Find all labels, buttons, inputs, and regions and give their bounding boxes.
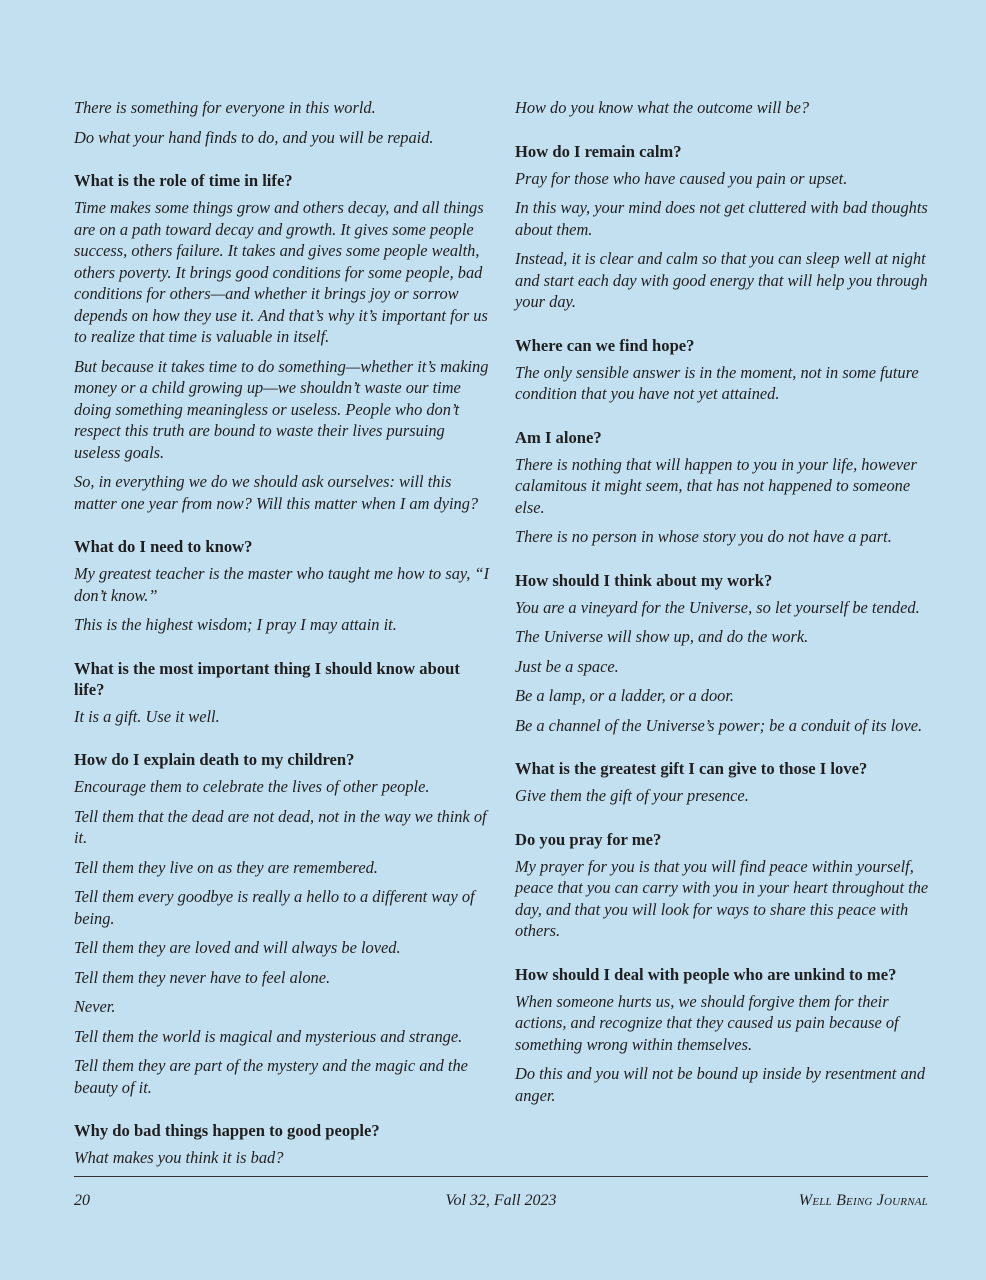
answer-paragraph: When someone hurts us, we should forgive them for their actions, and recognize that they caused us pain because of something wrong within themselves.: [515, 991, 899, 1054]
qa-section: [515, 427, 929, 548]
answer-paragraph: Do what your hand finds to do, and you will be repaid.: [74, 127, 434, 147]
qa-section: [515, 97, 929, 119]
answer-paragraph: Tell them every goodbye is really a hello to a different way of being.: [74, 887, 475, 928]
answer-paragraph: There is something for everyone in this world.: [74, 98, 376, 117]
qa-section: [515, 335, 929, 405]
qa-section: [515, 141, 929, 313]
qa-section: [515, 829, 929, 942]
answer-paragraph: The only sensible answer is in the moment, not in some future condition that you have not yet attained.: [515, 362, 919, 403]
answer-paragraph: How do you know what the outcome will be?: [515, 98, 810, 117]
question-heading: What is the role of time in life?: [74, 171, 293, 190]
page-number: 20: [74, 1192, 90, 1209]
answer-paragraph: Tell them they are part of the mystery and the magic and the beauty of it.: [74, 1056, 468, 1097]
answer-paragraph: Encourage them to celebrate the lives of other people.: [74, 777, 430, 796]
question-heading: What is the most important thing I should know about life?: [74, 658, 460, 699]
question-heading: How should I deal with people who are unkind to me?: [515, 964, 897, 984]
question-heading: How do I explain death to my children?: [74, 750, 355, 769]
question-heading: Why do bad things happen to good people?: [74, 1121, 380, 1140]
answer-paragraph: Tell them that the dead are not dead, not in the way we think of it.: [74, 806, 487, 847]
question-heading: Am I alone?: [515, 427, 602, 447]
footer-divider: [74, 1176, 928, 1177]
answer-paragraph: Do this and you will not be bound up inside by resentment and anger.: [515, 1064, 926, 1105]
answer-paragraph: In this way, your mind does not get cluttered with bad thoughts about them.: [515, 198, 928, 239]
answer-paragraph: It is a gift. Use it well.: [74, 706, 220, 726]
answer-paragraph: You are a vineyard for the Universe, so let yourself be tended.: [515, 597, 920, 617]
qa-section: [515, 964, 929, 1107]
left-column: [74, 97, 492, 1169]
answer-paragraph: Tell them they are loved and will always be loved.: [74, 938, 401, 957]
answer-paragraph: Tell them they never have to feel alone.: [74, 967, 331, 987]
answer-paragraph: There is no person in whose story you do not have a part.: [515, 527, 892, 546]
answer-paragraph: Pray for those who have caused you pain or upset.: [515, 168, 848, 188]
answer-paragraph: Just be a space.: [515, 656, 619, 676]
answer-paragraph: Never.: [74, 997, 116, 1016]
answer-paragraph: The Universe will show up, and do the work.: [515, 627, 809, 646]
question-heading: How do I remain calm?: [515, 141, 682, 161]
answer-paragraph: This is the highest wisdom; I pray I may attain it.: [74, 615, 397, 634]
answer-paragraph: Tell them the world is magical and mysterious and strange.: [74, 1026, 463, 1046]
qa-section: [515, 758, 929, 807]
qa-section: [515, 570, 929, 737]
right-column: [515, 97, 929, 1106]
qa-section: [74, 97, 492, 148]
answer-paragraph: Be a lamp, or a ladder, or a door.: [515, 686, 734, 705]
question-heading: What do I need to know?: [74, 537, 253, 556]
answer-paragraph: Give them the gift of your presence.: [515, 786, 749, 805]
question-heading: How should I think about my work?: [515, 570, 773, 590]
answer-paragraph: But because it takes time to do something—whether it’s making money or a child growing up—we shouldn’t waste our time doing something meaningless or useless. People who don’t respect this truth are bound to waste their lives pursuing useless goals.: [74, 356, 489, 462]
answer-paragraph: Be a channel of the Universe’s power; be a conduit of its love.: [515, 715, 923, 735]
journal-name: Well Being Journal: [798, 1192, 928, 1209]
question-heading: What is the greatest gift I can give to those I love?: [515, 759, 868, 778]
qa-section: [74, 536, 492, 636]
qa-section: [74, 658, 492, 728]
qa-section: [74, 1120, 492, 1169]
qa-section: [74, 170, 492, 514]
page-footer: [74, 1192, 928, 1214]
answer-paragraph: What makes you think it is bad?: [74, 1148, 284, 1167]
answer-paragraph: So, in everything we do we should ask ourselves: will this matter one year from now? Will this matter when I am dying?: [74, 472, 479, 513]
question-heading: Where can we find hope?: [515, 335, 695, 355]
qa-section: [74, 749, 492, 1098]
answer-paragraph: Time makes some things grow and others decay, and all things are on a path toward decay and growth. It gives some people success, others failure. It takes and gives some people wealth, others poverty. It brings good conditions for some people, bad conditions for others—and whether it brings joy or sorrow depends on how they use it. And that’s why it’s important for us to realize that time is valuable in itself.: [74, 198, 488, 346]
issue-label: Vol 32, Fall 2023: [445, 1192, 557, 1209]
answer-paragraph: Tell them they live on as they are remembered.: [74, 857, 378, 877]
answer-paragraph: My greatest teacher is the master who taught me how to say, “I don’t know.”: [74, 564, 490, 605]
question-heading: Do you pray for me?: [515, 829, 662, 849]
answer-paragraph: There is nothing that will happen to you in your life, however calamitous it might seem, that has not happened to someone else.: [515, 454, 917, 517]
answer-paragraph: Instead, it is clear and calm so that you can sleep well at night and start each day with good energy that will help you through your day.: [515, 249, 928, 311]
answer-paragraph: My prayer for you is that you will find peace within yourself, peace that you can carry with you in your heart throughout the day, and that you will look for ways to share this peace with others.: [515, 856, 929, 940]
